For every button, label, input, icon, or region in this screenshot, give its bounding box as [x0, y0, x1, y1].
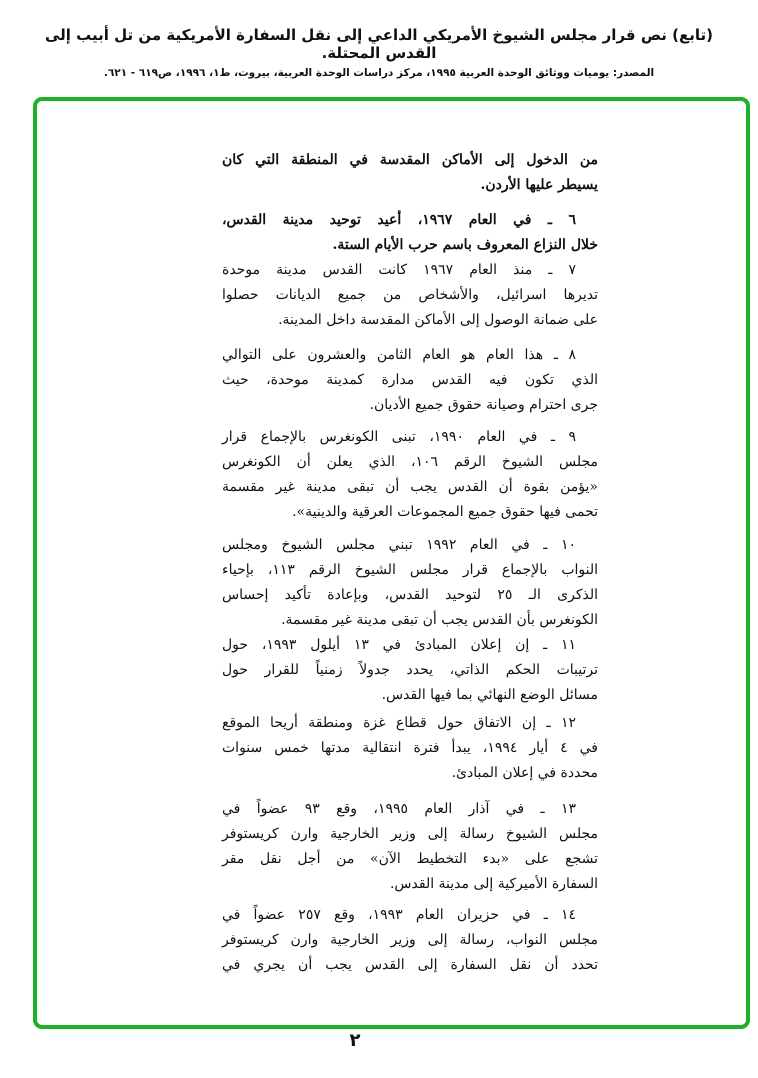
- text-line: ٨ ـ هذا العام هو العام الثامن والعشرون على التوالي: [222, 347, 576, 363]
- text-line: على ضمانة الوصول إلى الأماكن المقدسة داخل المدينة.: [278, 312, 598, 328]
- text-line: مجلس النواب، رسالة إلى وزير الخارجية وارن كريستوفر: [222, 932, 598, 948]
- paragraph: [222, 903, 598, 978]
- text-line: تديرها اسرائيل، والأشخاص من جميع الديانات حصلوا: [222, 287, 598, 303]
- text-line: الكونغرس بأن القدس يجب أن تبقى مدينة غير مقسمة.: [281, 612, 598, 628]
- text-line: «يؤمن بقوة أن القدس يجب أن تبقى مدينة غير مقسمة: [222, 479, 598, 495]
- text-line: مسائل الوضع النهائي بما فيها القدس.: [381, 687, 598, 703]
- source-citation: المصدر: يوميات ووثائق الوحدة العربية ١٩٩٥، مركز دراسات الوحدة العربية، بيروت، ط١، ١٩٩٦، ص٦١٩ - ٦٢١.: [103, 67, 655, 79]
- paragraph: [222, 425, 598, 525]
- text-line: تشجع على «بدء التخطيط الآن» من أجل نقل مقر: [222, 851, 598, 867]
- paragraph: [222, 711, 598, 786]
- text-line: في ٤ أيار ١٩٩٤، يبدأ فترة انتقالية مدتها خمس سنوات: [222, 740, 598, 756]
- text-line: تحدد أن نقل السفارة إلى القدس يجب أن يجري في: [222, 957, 598, 973]
- text-line: ١٠ ـ في العام ١٩٩٢ تبني مجلس الشيوخ ومجلس: [222, 537, 576, 553]
- text-line: تحمى فيها حقوق جميع المجموعات العرقية والدينية».: [292, 504, 598, 520]
- text-line: السفارة الأميركية إلى مدينة القدس.: [389, 876, 598, 892]
- document-title: (تابع) نص قرار مجلس الشيوخ الأمريكي الداعي إلى نقل السفارة الأمريكية من تل أبيب إلى القدس المحتلة.: [44, 26, 713, 62]
- text-line: الذي تكون فيه القدس مدارة كمدينة موحدة، حيث: [222, 372, 598, 388]
- text-line: ٧ ـ منذ العام ١٩٦٧ كانت القدس مدينة موحدة: [222, 262, 576, 278]
- paragraph: [222, 797, 598, 897]
- text-line: مجلس الشيوخ الرقم ١٠٦، الذي يعلن أن الكونغرس: [222, 454, 598, 470]
- paragraph: [222, 258, 598, 333]
- text-line: ١٣ ـ في آذار العام ١٩٩٥، وقع ٩٣ عضواً في: [222, 801, 576, 817]
- text-line: يسيطر عليها الأردن.: [480, 177, 598, 193]
- text-line: خلال النزاع المعروف باسم حرب الأيام الستة.: [332, 237, 598, 253]
- text-line: ١١ ـ إن إعلان المبادئ في ١٣ أيلول ١٩٩٣، حول: [222, 637, 576, 653]
- text-line: محددة في إعلان المبادئ.: [451, 765, 598, 781]
- paragraph: [222, 533, 598, 633]
- paragraph: [222, 148, 598, 198]
- text-line: ١٢ ـ إن الاتفاق حول قطاع غزة ومنطقة أريحا الموقع: [222, 715, 576, 731]
- paragraph: [222, 208, 598, 258]
- page-number: ٢: [349, 1030, 361, 1051]
- text-line: ١٤ ـ في حزيران العام ١٩٩٣، وقع ٢٥٧ عضواً في: [222, 907, 576, 923]
- text-line: النواب بالإجماع قرار مجلس الشيوخ الرقم ١١٣، بإحياء: [222, 562, 599, 578]
- document-header: [20, 26, 738, 80]
- text-line: ٦ ـ في العام ١٩٦٧، أعيد توحيد مدينة القدس،: [222, 212, 576, 228]
- text-line: ٩ ـ في العام ١٩٩٠، تبنى الكونغرس بالإجماع قرار: [222, 429, 576, 445]
- text-line: من الدخول إلى الأماكن المقدسة في المنطقة التي كان: [222, 152, 598, 168]
- paragraph: [222, 633, 598, 708]
- text-line: جرى احترام وصيانة حقوق جميع الأديان.: [369, 397, 598, 413]
- text-line: ترتيبات الحكم الذاتي، يحدد جدولاً زمنياً للقرار حول: [222, 662, 599, 678]
- paragraph: [222, 343, 598, 418]
- text-line: الذكرى الـ ٢٥ لتوحيد القدس، وبإعادة تأكيد إحساس: [222, 587, 598, 603]
- text-line: مجلس الشيوخ رسالة إلى وزير الخارجية وارن كريستوفر: [222, 826, 599, 842]
